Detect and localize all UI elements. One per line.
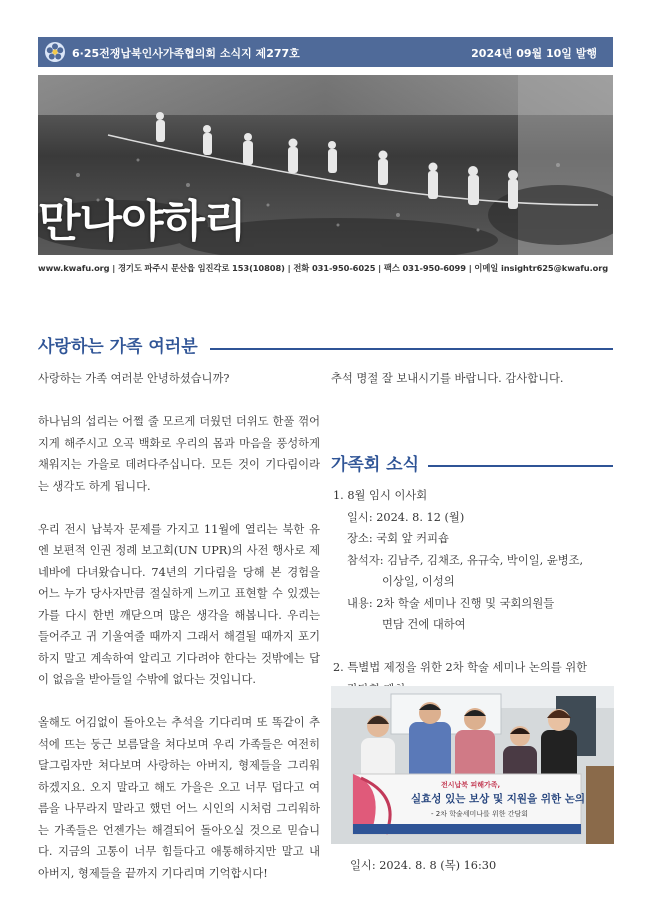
letter-paragraph: 올해도 어김없이 돌아오는 추석을 기다리며 또 똑같이 추석에 뜨는 둥근 보름달을 쳐다보며 우리 가족들은 여전히 달그림자만 쳐다보며 사랑하는 아버지, 형제들을 그리워하겠지요. 오지 말라고 해도 가을은 오고 너무 덥다고 여름을 나무라지 말라고 했던 어느 시인의 시처럼 그리워하는 가족들은 언젠가는 해결되어 돌아오실 것으로 믿습니다. 지금의 고통이 너무 힘들다고 애통해하지만 말고 내 아버지, 형제들을 끝까지 기다리며 기억합시다! — [38, 716, 320, 880]
news-item-content-cont: 면담 건에 대하여 — [382, 618, 466, 631]
content-label: 내용: — [347, 596, 373, 610]
attendees-label: 참석자: — [347, 553, 384, 567]
closing-text: 추석 명절 잘 보내시기를 바랍니다. 감사합니다. — [331, 372, 564, 385]
issue-date: 2024년 09월 10일 발행 — [471, 47, 597, 60]
letter-paragraph: 우리 전시 납북자 문제를 가지고 11월에 열리는 북한 유엔 보편적 인권 정례 보고회(UN UPR)의 사전 행사로 제네바에 다녀왔습니다. 74년의 기다림을 당해 본 경험을 어느 누가 당사자만큼 절실하게 느끼고 표현할 수 있겠는가를 다시 한번 깨닫으며 많은 생각을 해봅니다. 우리는 들어주고 귀 기울여줄 때까지 그래서 해결될 때까지 포기하지 말고 계속하여 알리고 기다려야 한다는 것밖에는 답이 없음을 받아들일 수밖에 없다는 것입니다. — [38, 522, 320, 686]
letter-paragraph: 사랑하는 가족 여러분 안녕하셨습니까? — [38, 372, 230, 385]
spacer — [333, 636, 618, 658]
news-item-place — [333, 528, 618, 550]
newsletter-issue-title: 6·25전쟁납북인사가족협의회 소식지 제277호 — [72, 47, 300, 60]
group-photo-art — [331, 686, 614, 844]
news-item-date — [333, 507, 618, 529]
news-item-attendees-cont: 이상일, 이성의 — [382, 575, 455, 588]
news-item-content — [333, 593, 618, 615]
news-item-attendees — [333, 550, 618, 572]
place-value: 국회 앞 커피숍 — [376, 532, 449, 545]
meeting-group-photo — [331, 686, 614, 844]
news-list — [333, 485, 618, 700]
contact-info: www.kwafu.org | 경기도 파주시 문산읍 임진각로 153(10808) | 전화 031-950-6025 | 팩스 031-950-6099 | 이메일 insightr625@kwafu.org — [38, 263, 609, 273]
news-heading: 가족회 소식 — [331, 455, 420, 475]
banner-title: 만나야하리 — [38, 196, 246, 247]
letter-closing — [331, 368, 616, 411]
photo-banner-line2: 실효성 있는 보상 및 지원을 위한 논의 — [411, 793, 586, 805]
meeting-date-caption: 일시: 2024. 8. 8 (목) 16:30 — [350, 859, 497, 872]
letter-paragraph: 하나님의 섭리는 어쩔 줄 모르게 더웠던 더위도 한풀 꺾어지게 해주시고 오곡 백화로 우리의 몸과 마음을 풍성하게 채워지는 가을로 데려다주십니다. 모든 것이 기다림이라는 생각도 하게 됩니다. — [38, 415, 320, 493]
letter-heading: 사랑하는 가족 여러분 — [38, 337, 198, 357]
news-item2-title: 2. 특별법 제정을 위한 2차 학술 세미나 논의를 위한 — [333, 661, 588, 674]
banner-photo — [38, 75, 613, 255]
photo-banner-line1: 전시납북 피해가족, — [441, 781, 501, 789]
flower-logo-icon — [44, 41, 66, 63]
date-value: 2024. 8. 12 (월) — [376, 510, 465, 524]
place-label: 장소: — [347, 532, 373, 545]
letter-body — [38, 368, 320, 906]
attendees-value: 김남주, 김채조, 유규숙, 박이일, 윤병조, — [387, 553, 584, 567]
news-heading-rule — [428, 465, 613, 467]
news-item-title: 1. 8월 임시 이사회 — [333, 489, 428, 502]
date-label: 일시: — [347, 510, 373, 524]
header-bar — [38, 37, 613, 67]
photo-banner-line3: - 2차 학술세미나를 위한 간담회 — [431, 810, 529, 818]
content-value: 2차 학술 세미나 진행 및 국회의원들 — [376, 596, 555, 610]
letter-heading-rule — [210, 348, 613, 350]
